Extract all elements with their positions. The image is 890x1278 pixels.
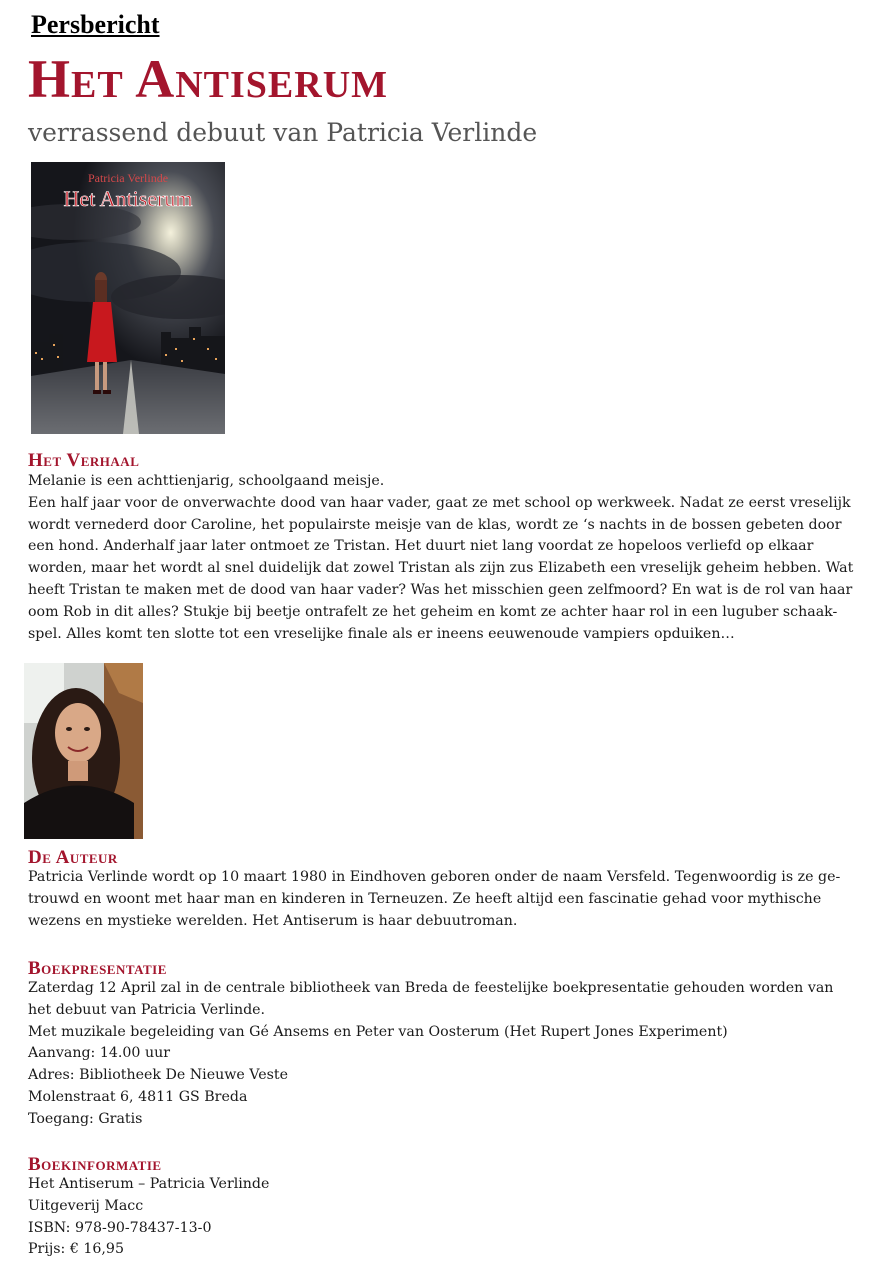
informatie-line: Uitgeverij Macc [28,1197,144,1214]
author-photo [24,663,143,839]
page-title: Het Antiserum [28,49,389,109]
page-subtitle: verrassend debuut van Patricia Verlinde [28,118,538,147]
informatie-text [28,1174,868,1261]
informatie-line: ISBN: 978-90-78437-13-0 [28,1219,212,1236]
presentatie-line: Toegang: Gratis [28,1110,143,1127]
verhaal-body: Een half jaar voor de onverwachte dood van haar vader, gaat ze met school op werkweek. Nadat ze eerst vreselijk wordt vernederd door Caroline, het populairste meisje van de klas, wordt ze ‘s nachts in de bossen gebeten door een hond. Anderhalf jaar later ontmoet ze Tristan. Het duurt niet lang voordat ze hopeloos verliefd op elkaar worden, maar het wordt al snel duidelijk dat zowel Tristan als zijn zus Elizabeth een vreselijk geheim hebben. Wat heeft Tristan te maken met de dood van haar vader? Was het misschien geen zelfmoord? En wat is de rol van haar oom Rob in dit alles? Stukje bij beetje ontrafelt ze het geheim en komt ze achter haar rol in een luguber schaak-spel. Alles komt ten slotte tot een vreselijke finale als er ineens eeuwenoude vampiers opduiken… [28,494,854,642]
section-heading-verhaal: Het Verhaal [28,450,140,471]
author-photo-illustration [24,663,143,839]
section-heading-auteur: De Auteur [28,847,118,868]
section-heading-presentatie: Boekpresentatie [28,958,167,979]
page-label: Persbericht [31,10,160,39]
informatie-line: Prijs: € 16,95 [28,1241,124,1258]
auteur-text [28,867,868,932]
book-cover-illustration [31,162,225,434]
verhaal-intro: Melanie is een achttienjarig, schoolgaand meisje. [28,473,385,489]
presentatie-line: het debuut van Patricia Verlinde. [28,1001,266,1018]
informatie-line: Het Antiserum – Patricia Verlinde [28,1176,270,1192]
presentatie-line: Adres: Bibliotheek De Nieuwe Veste [28,1067,289,1084]
presentatie-line: Met muzikale begeleiding van Gé Ansems en Peter van Oosterum (Het Rupert Jones Experiment) [28,1023,728,1040]
presentatie-line: Aanvang: 14.00 uur [28,1045,171,1062]
verhaal-text [28,471,868,645]
cover-author-text: Patricia Verlinde [87,171,169,185]
book-cover-image [31,162,225,434]
presentatie-line: Zaterdag 12 April zal in de centrale bibliotheek van Breda de feestelijke boekpresentatie gehouden worden van [28,980,834,996]
cover-title-text: Het Antiserum [63,186,193,211]
section-heading-informatie: Boekinformatie [28,1154,162,1175]
auteur-body: Patricia Verlinde wordt op 10 maart 1980 in Eindhoven geboren onder de naam Versfeld. Tegenwoordig is ze ge-trouwd en woont met haar man en kinderen in Terneuzen. Ze heeft altijd een fascinatie gehad voor mythische wezens en mystieke werelden. Het Antiserum is haar debuutroman. [28,869,841,929]
presentatie-line: Molenstraat 6, 4811 GS Breda [28,1088,248,1105]
presentatie-text [28,978,868,1131]
